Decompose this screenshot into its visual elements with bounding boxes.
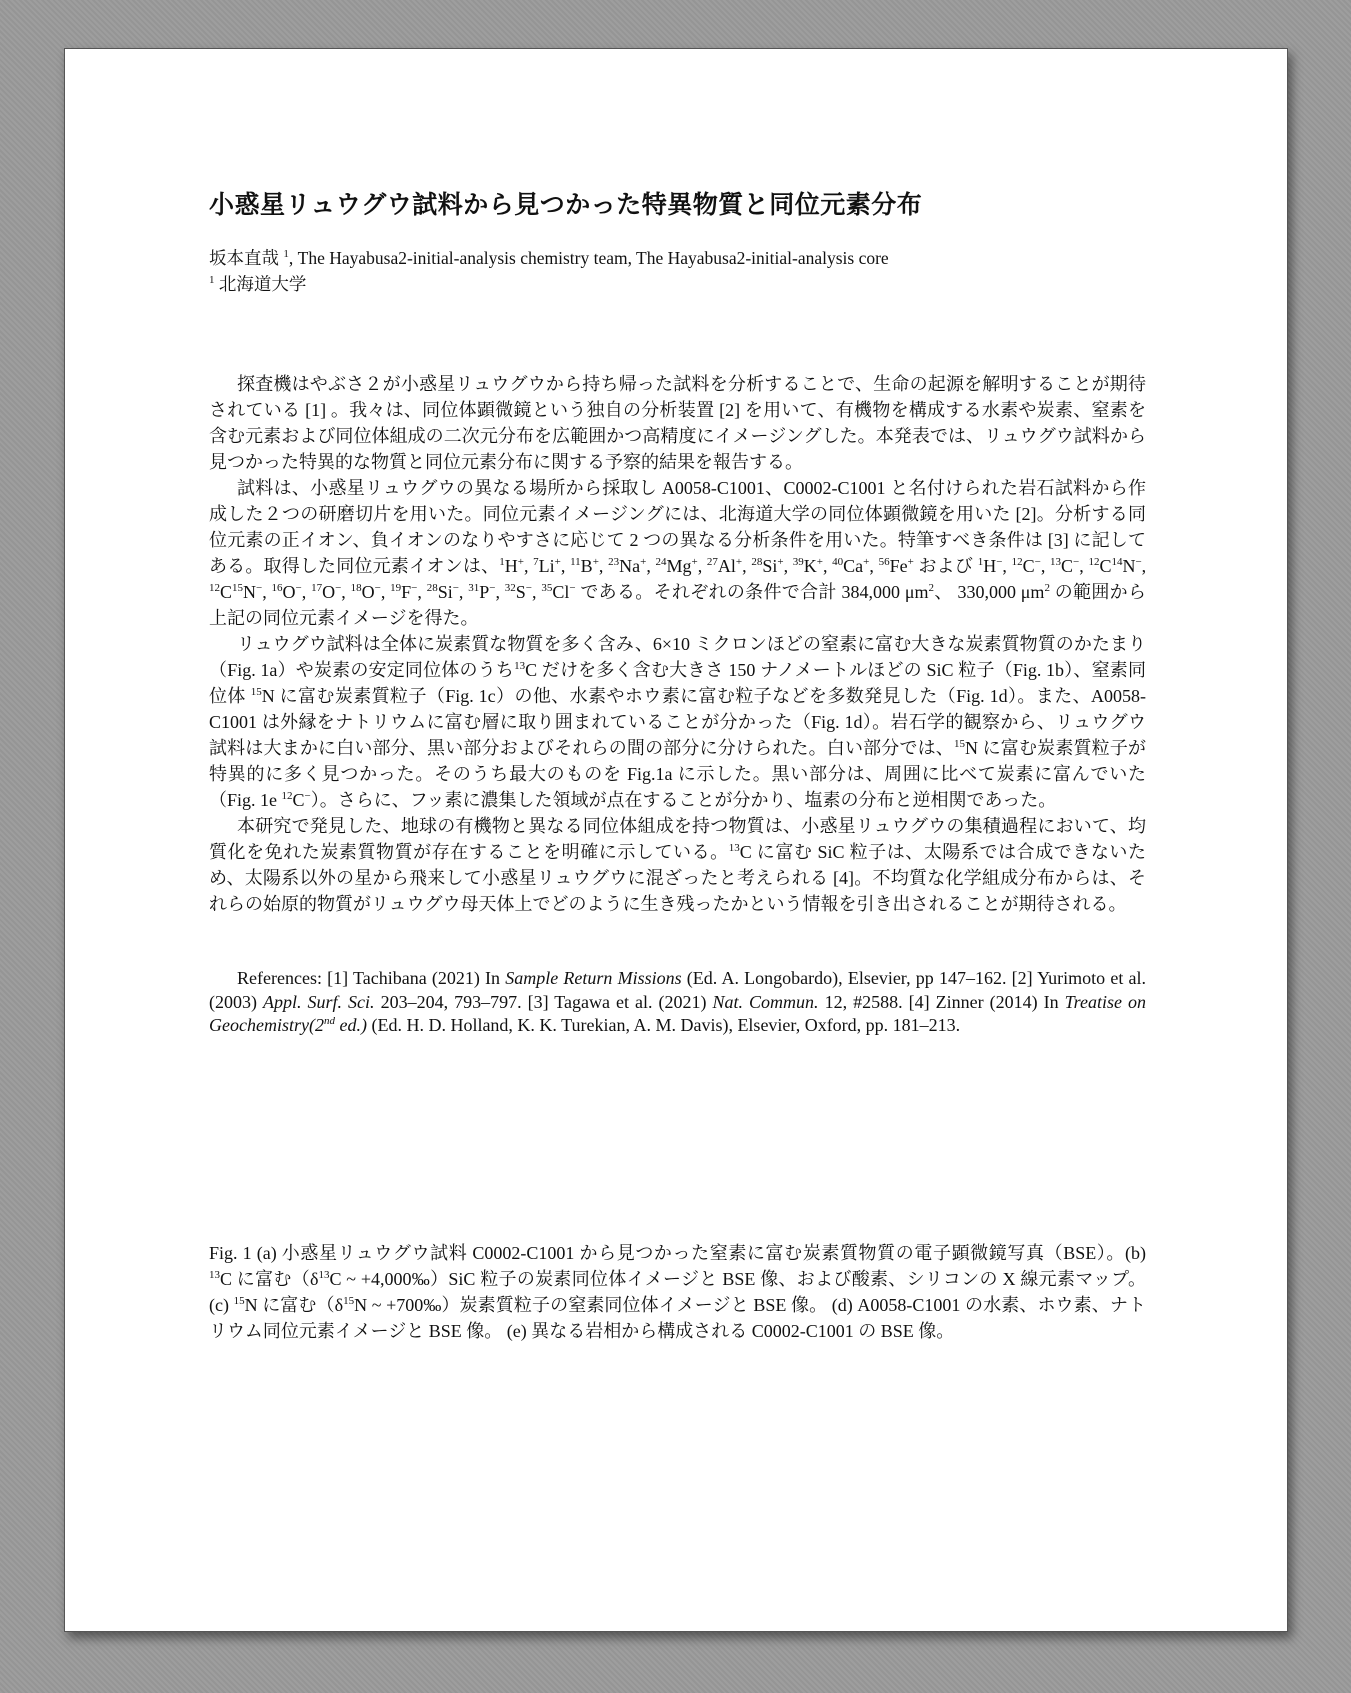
superscript: + [640,556,647,568]
superscript: − [996,556,1003,568]
caption-text: N ~ +700‰）炭素質粒子の窒素同位体イメージと BSE 像。 (d) A0058-C1001 の水素、ホウ素、ナトリウム同位元素イメージと BSE 像。 (e) 異なる岩相から構成される C0002-C1001 の BSE 像。 [209,1294,1146,1341]
superscript: 15 [250,686,262,698]
paragraph-text: N に富む炭素質粒子（Fig. 1c）の他、水素やホウ素に富む粒子などを多数発見した（Fig. 1d）。また、A0058-C1001 は外縁をナトリウムに富む層に取り囲まれていることが分かった（Fig. 1d）。岩石学的観察から、リュウグウ試料は大まかに白い部分、黒い部分およびそれらの間の部分に分けられた。白い部分では、 [209,686,1146,758]
affiliation-name: 北海道大学 [218,274,307,294]
superscript: + [592,556,599,568]
paragraph-3 [209,631,1146,813]
superscript: 28 [426,582,438,594]
element-symbol: Mg [666,556,692,576]
superscript: 16 [271,582,283,594]
superscript: 2 [1044,582,1050,594]
superscript: 14 [1111,556,1123,568]
superscript: 19 [390,582,402,594]
paragraph-text: C に富む SiC 粒子は、太陽系では合成できないため、太陽系以外の星から飛来して小惑星リュウグウに混ざったと考えられる [4]。不均質な化学組成分布からは、それらの始原的物質がリュウグウ母天体上でどのように生き残ったかという情報を引き出されることが期待される。 [209,842,1146,914]
superscript: 24 [655,556,667,568]
paragraph-text: 、 330,000 μm [934,582,1045,602]
element-symbol: Fe [889,556,908,576]
superscript: 13 [318,1268,330,1281]
superscript: 15 [232,582,244,594]
paragraph-text: である。それぞれの条件で合計 384,000 μm [580,582,929,602]
superscript: 1 [977,556,984,568]
element-symbol: Si [762,556,778,576]
superscript: 13 [1050,556,1062,568]
superscript: 13 [728,842,740,854]
paragraph-1: 探査機はやぶさ２が小惑星リュウグウから持ち帰った試料を分析することで、生命の起源を解明することが期待されている [1] 。我々は、同位体顕微鏡という独自の分析装置 [2] を用いて、有機物を構成する水素や炭素、窒素を含む元素および同位体組成の二次元分布を広範囲かつ高精度にイメージングした。本発表では、リュウグウ試料から見つかった特異的な物質と同位元素分布に関する予察的結果を報告する。 [209,374,1146,472]
superscript: 32 [504,582,516,594]
superscript: 12 [281,790,293,802]
superscript: + [554,556,561,568]
superscript: 18 [350,582,362,594]
superscript: 15 [343,1294,355,1307]
figure-caption [209,1240,1146,1344]
affiliation-line [209,271,1146,297]
reference-journal: Nat. Commun. [712,991,819,1012]
paragraph-text: C だけを多く含む大きさ 150 ナノメートルほどの SiC 粒子（Fig. 1b）、窒素同位体 [209,660,1147,706]
element-symbol: H [504,556,518,576]
paragraph-text: N に富む炭素質粒子が特異的に多く見つかった。そのうち最大のものを Fig.1a に示した。黒い部分は、周囲に比べて炭素に富んでいた（Fig. 1e [209,738,1146,810]
superscript: 56 [878,556,890,568]
page-content [209,189,1146,1344]
superscript: − [1034,556,1041,568]
paragraph-text: 試料は、小惑星リュウグウの異なる場所から採取し A0058-C1001、C0002-C1001 と名付けられた岩石試料から作成した２つの研磨切片を用いた。同位元素イメージングには、北海道大学の同位体顕微鏡を用いた [2]。分析する同位元素の正イオン、負イオンのなりやすさに応じて 2 つの異なる分析条件を用いた。特筆すべき条件は [3] に記してある。取得した同位元素イオンは、 [209,478,1146,576]
superscript: 11 [570,556,581,568]
superscript: 13 [209,1268,220,1281]
superscript: + [735,556,743,568]
affiliation-marker: 1 [283,248,289,261]
element-symbol: Al [717,556,736,576]
paragraph-text: および [918,556,973,576]
superscript: − [452,582,459,594]
superscript: 31 [468,582,480,594]
paragraph-text: リュウグウ試料は全体に炭素質な物質を多く含み、6×10 ミクロンほどの窒素に富む大きな炭素質物質のかたまり（Fig. 1a）や炭素の安定同位体のうち [209,634,1146,680]
superscript: 17 [311,582,323,594]
references [209,967,1146,1038]
affiliation-marker: 1 [209,274,215,287]
superscript: − [1073,556,1080,568]
element-symbol: Li [538,556,555,576]
paragraph-text: の範囲から上記の同位元素イメージを得た。 [209,582,1146,628]
superscript: 12 [209,582,220,594]
superscript: 35 [541,582,553,594]
author-teams: , The Hayabusa2-initial-analysis chemistry team, The Hayabusa2-initial-analysis core [288,248,889,268]
caption-text: Fig. 1 (a) 小惑星リュウグウ試料 C0002-C1001 から見つかった窒素に富む炭素質物質の電子顕微鏡写真（BSE）。(b) [209,1242,1146,1263]
superscript: − [1135,556,1142,568]
superscript: 12 [1011,556,1023,568]
superscript: + [517,556,524,568]
paragraph-2: 試料は、小惑星リュウグウの異なる場所から採取し A0058-C1001、C0002-C1001 と名付けられた岩石試料から作成した２つの研磨切片を用いた。同位元素イメージングには、北海道大学の同位体顕微鏡を用いた [2]。分析する同位元素の正イオン、負イオンのなりやすさに応じて 2 つの異なる分析条件を用いた。特筆すべき条件は [3] に記してある。取得した同位元素イオンは、$^1$H+, $^7$Li+, $^{11}$B+, $^{23}$Na+, $^{24}$Mg+, $^{27}$Al+, $^{28}$Si+, $^{39}$K+, $^{40}$Ca+, $^{56}$Fe+ および $^1$H−, $^{12}$C−, $^{13}$C−, $^{12}C^{14}N^-$, $^{12}C^{15}N^-$, $^{16}$O−, $^{17}$O−, $^{18}$O−, $^{19}$F−, $^{28}$Si−, $^{31}$P−, $^{32}$S−, $^{35}$Cl− である。それぞれの条件で合計 384,000 $\mu m^2$、 330,000 $\mu m^2$ の範囲から上記の同位元素イメージを得た。 [209,478,1147,628]
superscript: nd [323,1015,335,1027]
superscript: 28 [751,556,763,568]
superscript: 15 [953,738,965,750]
superscript: 12 [1088,556,1100,568]
reference-text: References: [1] Tachibana (2021) In [237,968,506,988]
reference-text: (Ed. A. Longobardo), Elsevier, pp 147–162. [2] Yurimoto et al. (2003) [209,968,1146,1012]
reference-text: 12, #2588. [4] Zinner (2014) In [818,991,1065,1012]
superscript: 13 [514,660,526,672]
reference-book-title: Sample Return Missions [505,968,682,988]
superscript: 2 [928,582,935,594]
author-line [209,245,1146,271]
element-symbol: Na [619,556,641,576]
superscript: + [816,556,823,568]
superscript: 15 [233,1294,245,1307]
element-symbol: K [803,556,817,576]
reference-journal: Appl. Surf. Sci. [263,991,375,1012]
element-symbol: B [580,556,593,576]
element-symbol: Ca [843,556,864,576]
author-name: 坂本直哉 [209,248,279,268]
superscript: 40 [832,556,844,568]
superscript: 7 [533,556,539,568]
superscript: − [256,582,263,594]
reference-text: 203–204, 793–797. [3] Tagawa et al. (2021) [374,991,713,1012]
paragraph-text: ）。さらに、フッ素に濃集した領域が点在することが分かり、塩素の分布と逆相関であった。 [310,790,1057,810]
superscript: 27 [706,556,718,568]
superscript: + [863,556,870,568]
caption-text: N に富む（δ [244,1294,344,1315]
superscript: + [777,556,784,568]
superscript: − [525,582,533,594]
superscript: − [295,582,302,594]
superscript: + [691,556,698,568]
superscript: − [304,790,311,802]
superscript: 39 [792,556,804,568]
superscript: − [411,582,418,594]
superscript: + [907,556,914,568]
reference-text: (Ed. H. D. Holland, K. K. Turekian, A. M. Davis), Elsevier, Oxford, pp. 181–213. [366,1015,961,1035]
abstract-body [209,371,1146,917]
paragraph-4 [209,813,1146,917]
superscript: − [489,582,496,594]
superscript: − [569,582,576,594]
paper-title: 小惑星リュウグウ試料から見つかった特異物質と同位元素分布 [209,192,923,219]
superscript: 23 [608,556,620,568]
document-page [64,48,1288,1632]
caption-text: C ~ +4,000‰）SiC 粒子の炭素同位体イメージと BSE 像、および酸素、シリコンの X 線元素マップ。 (c) [209,1268,1146,1315]
paragraph-text: 本研究で発見した、地球の有機物と異なる同位体組成を持つ物質は、小惑星リュウグウの集積過程において、均質化を免れた炭素質物質が存在することを明確に示している。 [209,816,1146,862]
reference-book-title: Treatise on Geochemistry(2 [209,991,1146,1035]
reference-book-title: ed.) [334,1015,367,1035]
superscript: 1 [499,556,505,568]
superscript: − [335,582,342,594]
superscript: − [374,582,381,594]
element-symbol: C [292,790,305,810]
caption-text: C に富む（δ [220,1268,319,1289]
